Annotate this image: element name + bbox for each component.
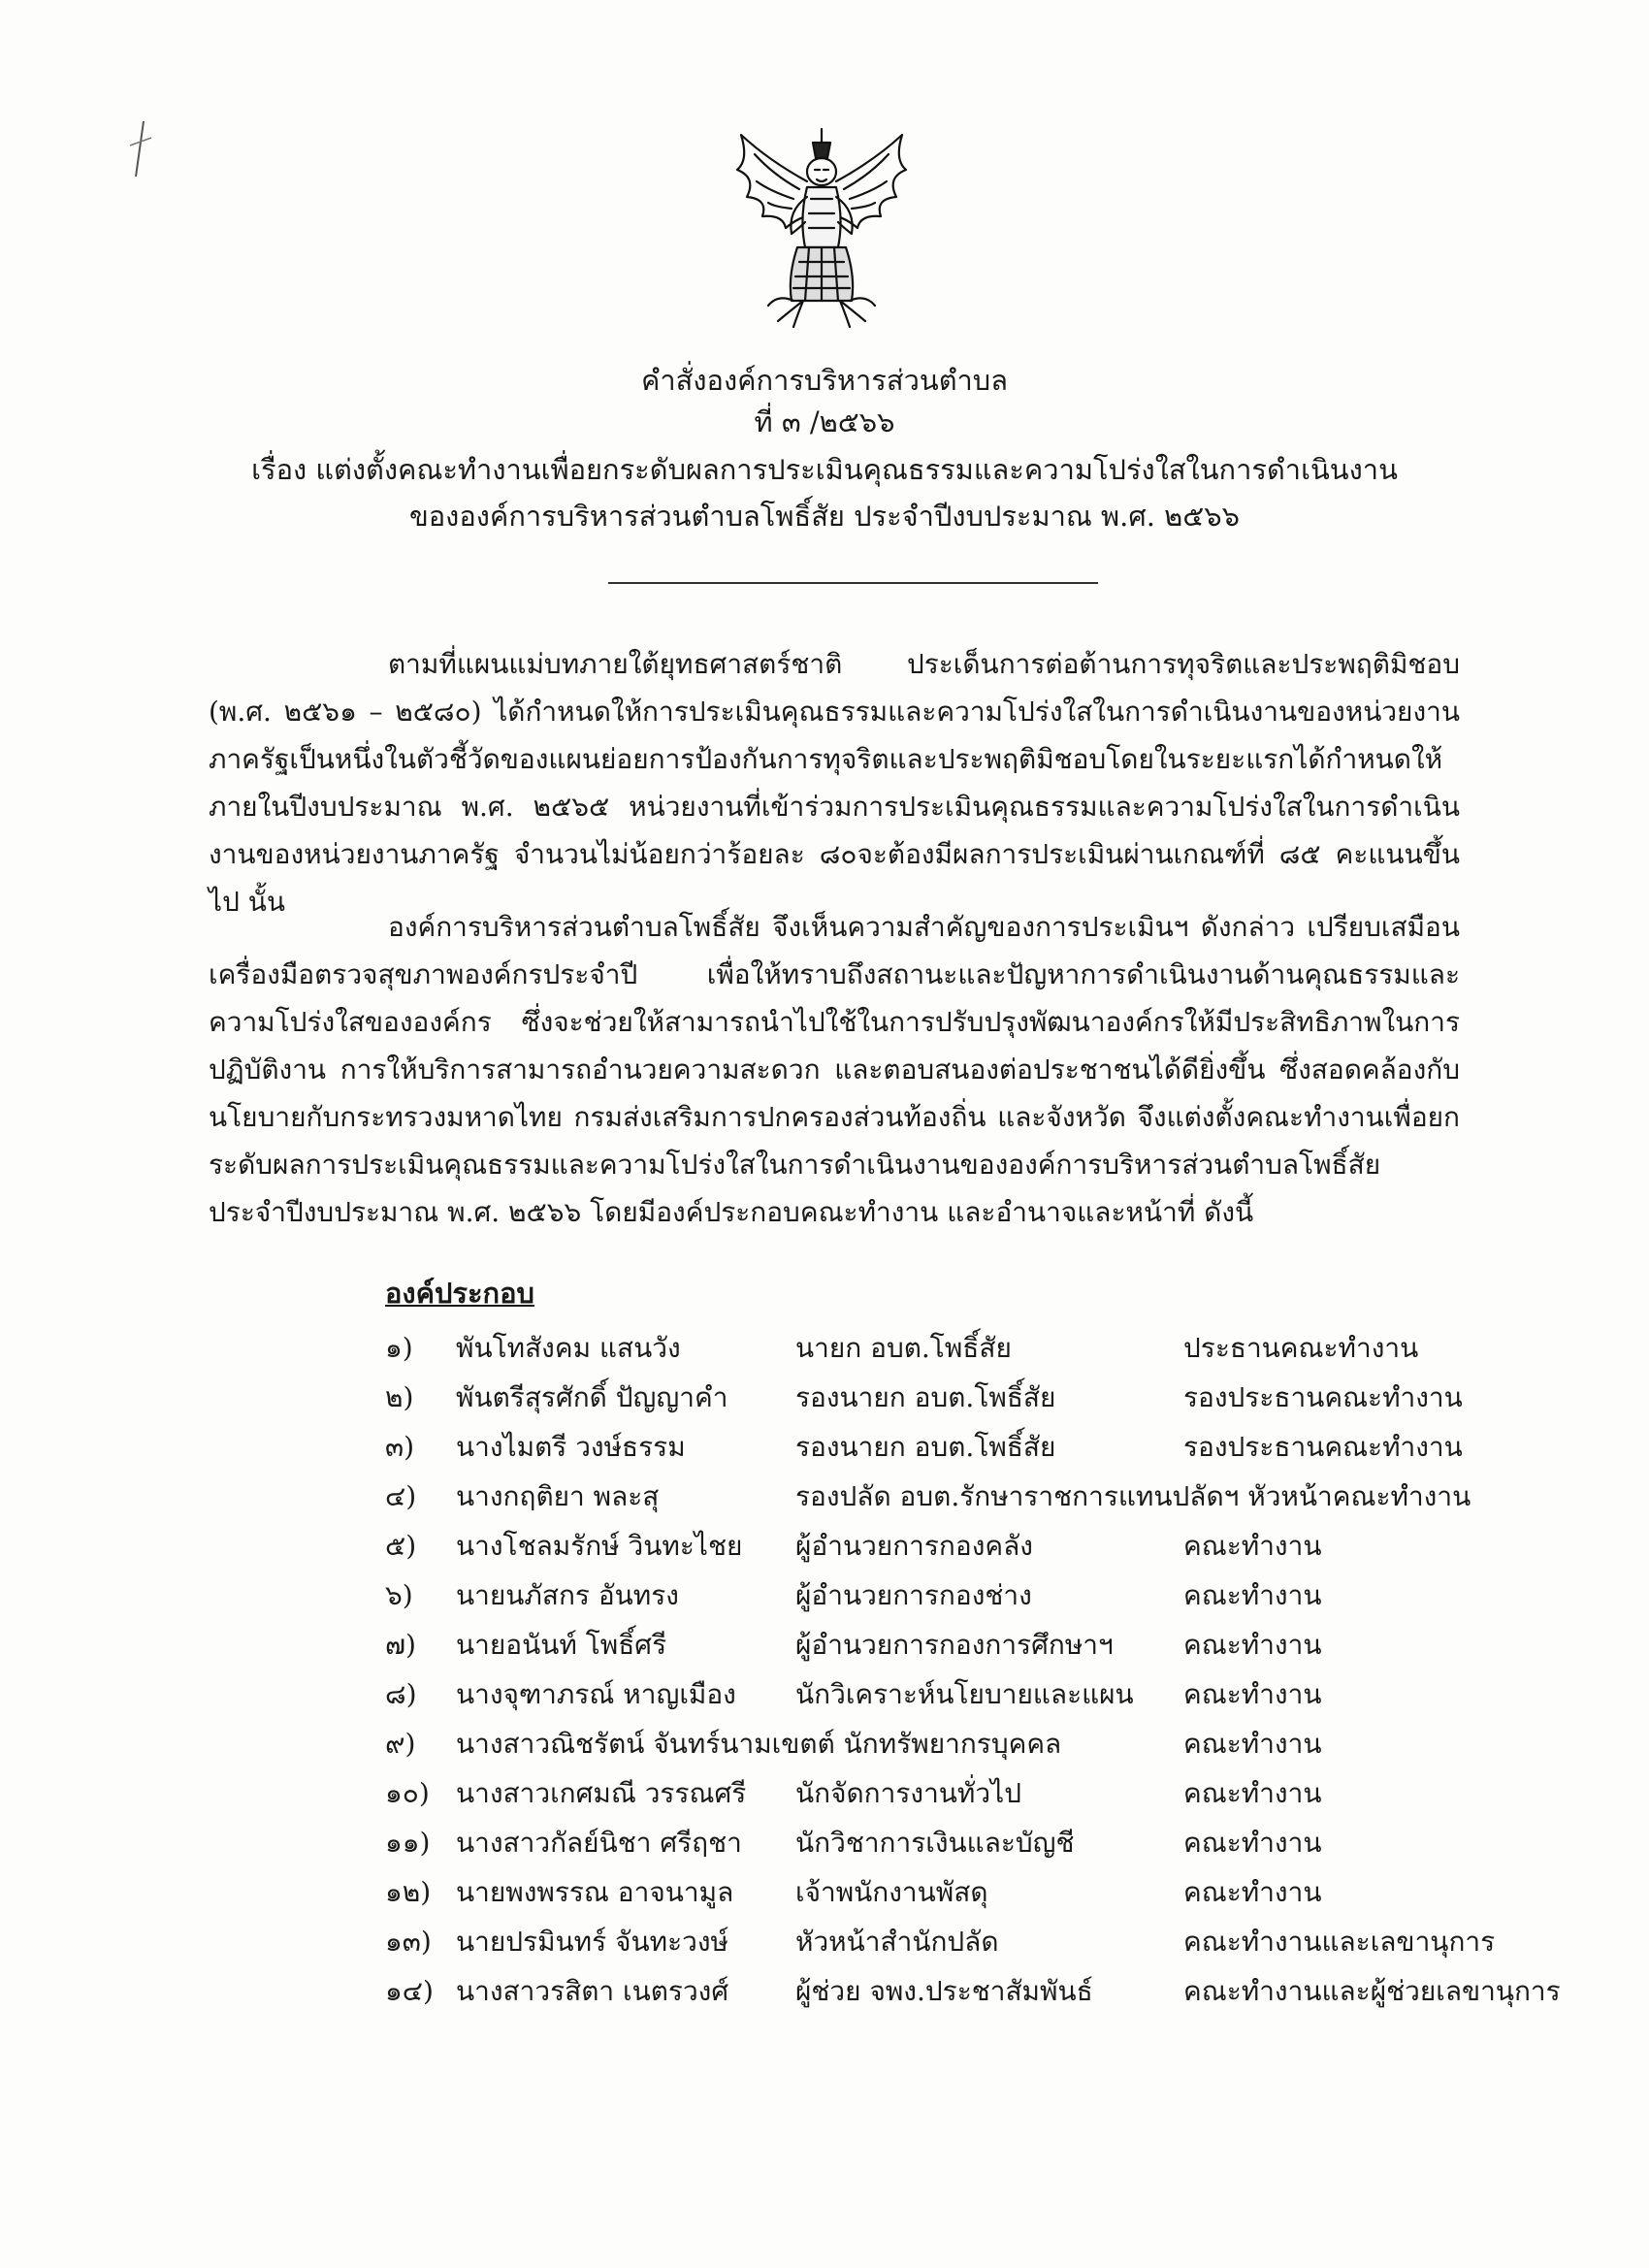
member-row — [0, 1571, 1649, 1620]
composition-heading: องค์ประกอบ — [385, 1277, 534, 1310]
member-role: รองประธานคณะทำงาน — [1183, 1381, 1463, 1413]
member-name: นายนภัสกร อันทรง — [456, 1579, 679, 1611]
member-position: นักจัดการงานทั่วไป — [795, 1777, 1021, 1809]
paragraph-background: ตามที่แผนแม่บทภายใต้ยุทธศาสตร์ชาติ ประเด็นการต่อต้านการทุจริตและประพฤติมิชอบ (พ.ศ. ๒๕๖๑ – ๒๕๘๐) ได้กำหนดให้การประเมินคุณธรรมและความโปร่งใสในการดำเนินงานของหน่วยงานภาครัฐเป็นหนึ่งในตัวชี้วัดของแผนย่อยการป้องกันการทุจริตและประพฤติมิชอบโดยในระยะแรกได้กำหนดให้ภายในปีงบประมาณ พ.ศ. ๒๕๖๕ หน่วยงานที่เข้าร่วมการประเมินคุณธรรมและความโปร่งใสในการดำเนินงานของหน่วยงานภาครัฐ จำนวนไม่น้อยกว่าร้อยละ ๘๐จะต้องมีผลการประเมินผ่านเกณฑ์ที่ ๘๕ คะแนนขึ้นไป นั้น — [209, 648, 1460, 918]
member-position: ผู้อำนวยการกองคลัง — [795, 1530, 1033, 1562]
member-role: คณะทำงาน — [1183, 1728, 1322, 1760]
member-number: ๙) — [385, 1728, 416, 1760]
member-number: ๗) — [385, 1629, 416, 1661]
member-number: ๑๐) — [385, 1777, 430, 1809]
member-name: นางสาวกัลย์นิชา ศรีฤชา — [456, 1827, 742, 1859]
member-row — [0, 1522, 1649, 1571]
member-position: เจ้าพนักงานพัสดุ — [795, 1876, 988, 1908]
member-row — [0, 1819, 1649, 1867]
member-position: หัวหน้าสำนักปลัด — [795, 1926, 999, 1958]
member-position: นักวิชาการเงินและบัญชี — [795, 1827, 1075, 1859]
member-row — [0, 1324, 1649, 1373]
member-position: รองปลัด อบต.รักษาราชการแทนปลัดฯ หัวหน้าคณะทำงาน — [795, 1480, 1471, 1512]
paragraph-purpose: องค์การบริหารส่วนตำบลโพธิ์สัย จึงเห็นความสำคัญของการประเมินฯ ดังกล่าว เปรียบเสมือนเครื่องมือตรวจสุขภาพองค์กรประจำปี เพื่อให้ทราบถึงสถานะและปัญหาการดำเนินงานด้านคุณธรรมและความโปร่งใสขององค์กร ซึ่งจะช่วยให้สามารถนำไปใช้ในการปรับปรุงพัฒนาองค์กรให้มีประสิทธิภาพในการปฏิบัติงาน การให้บริการสามารถอำนวยความสะดวก และตอบสนองต่อประชาชนได้ดียิ่งขึ้น ซึ่งสอดคล้องกับนโยบายกับกระทรวงมหาดไทย กรมส่งเสริมการปกครองส่วนท้องถิ่น และจังหวัด จึงแต่งตั้งคณะทำงานเพื่อยกระดับผลการประเมินคุณธรรมและความโปร่งใสในการดำเนินงานขององค์การบริหารส่วนตำบลโพธิ์สัย ประจำปีงบประมาณ พ.ศ. ๒๕๖๖ โดยมีองค์ประกอบคณะทำงาน และอำนาจและหน้าที่ ดังนี้ — [209, 911, 1460, 1228]
member-number: ๑๑) — [385, 1827, 431, 1859]
garuda-emblem-icon — [729, 121, 914, 330]
member-row — [0, 1918, 1649, 1966]
member-row — [0, 1670, 1649, 1719]
header-divider — [608, 582, 1098, 584]
member-role: คณะทำงาน — [1183, 1629, 1322, 1661]
member-number: ๘) — [385, 1678, 417, 1710]
member-role: คณะทำงาน — [1183, 1530, 1322, 1562]
member-number: ๓) — [385, 1431, 415, 1463]
member-role: คณะทำงาน — [1183, 1678, 1322, 1710]
member-name: นางสาวณิชรัตน์ จันทร์นามเขตต์ นักทรัพยากรบุคคล — [456, 1728, 1062, 1760]
scan-mark-icon — [126, 116, 155, 184]
member-name: พันตรีสุรศักดิ์ ปัญญาคำ — [456, 1381, 728, 1413]
member-name: นางไมตรี วงษ์ธรรม — [456, 1431, 686, 1463]
member-row — [0, 1720, 1649, 1768]
subject-line-1: เรื่อง แต่งตั้งคณะทำงานเพื่อยกระดับผลการประเมินคุณธรรมและความโปร่งใสในการดำเนินงาน — [251, 453, 1398, 486]
member-position: นักวิเคราะห์นโยบายและแผน — [795, 1678, 1134, 1710]
member-role: คณะทำงานและผู้ช่วยเลขานุการ — [1183, 1975, 1561, 2007]
member-number: ๑) — [385, 1332, 413, 1364]
member-number: ๒) — [385, 1381, 414, 1413]
member-position: รองนายก อบต.โพธิ์สัย — [795, 1381, 1056, 1413]
member-name: นายพงพรรณ อาจนามูล — [456, 1876, 734, 1908]
order-number: ที่ ๓ /๒๕๖๖ — [754, 405, 895, 438]
member-row — [0, 1621, 1649, 1669]
document-title: คำสั่งองค์การบริหารส่วนตำบล — [640, 364, 1008, 397]
member-number: ๖) — [385, 1579, 413, 1611]
member-position: นายก อบต.โพธิ์สัย — [795, 1332, 1012, 1364]
member-position: ผู้อำนวยการกองการศึกษาฯ — [795, 1629, 1114, 1661]
member-role: คณะทำงานและเลขานุการ — [1183, 1926, 1496, 1958]
member-position: รองนายก อบต.โพธิ์สัย — [795, 1431, 1056, 1463]
member-name: นางกฤติยา พละสุ — [456, 1480, 660, 1512]
member-row — [0, 1423, 1649, 1472]
member-number: ๔) — [385, 1480, 417, 1512]
subject-line-2: ขององค์การบริหารส่วนตำบลโพธิ์สัย ประจำปีงบประมาณ พ.ศ. ๒๕๖๖ — [408, 500, 1241, 533]
member-role: คณะทำงาน — [1183, 1777, 1322, 1809]
member-name: นายอนันท์ โพธิ์ศรี — [456, 1629, 667, 1661]
member-name: พันโทสังคม แสนวัง — [456, 1332, 681, 1364]
member-role: ประธานคณะทำงาน — [1183, 1332, 1419, 1364]
member-name: นางโชลมรักษ์ วินทะไชย — [456, 1530, 743, 1562]
member-number: ๕) — [385, 1530, 417, 1562]
member-role: คณะทำงาน — [1183, 1876, 1322, 1908]
member-row — [0, 1374, 1649, 1422]
member-role: รองประธานคณะทำงาน — [1183, 1431, 1463, 1463]
member-row — [0, 1769, 1649, 1818]
member-position: ผู้ช่วย จพง.ประชาสัมพันธ์ — [795, 1975, 1093, 2007]
member-name: นางสาวเกศมณี วรรณศรี — [456, 1777, 747, 1809]
member-row — [0, 1868, 1649, 1917]
member-position: ผู้อำนวยการกองช่าง — [795, 1579, 1032, 1611]
member-name: นายปรมินทร์ จันทะวงษ์ — [456, 1926, 728, 1958]
member-name: นางจุฑาภรณ์ หาญเมือง — [456, 1678, 736, 1710]
member-role: คณะทำงาน — [1183, 1827, 1322, 1859]
member-number: ๑๓) — [385, 1926, 432, 1958]
member-number: ๑๒) — [385, 1876, 432, 1908]
member-name: นางสาวรสิตา เนตรวงศ์ — [456, 1975, 729, 2007]
member-number: ๑๔) — [385, 1975, 434, 2007]
member-row — [0, 1967, 1649, 2016]
member-role: คณะทำงาน — [1183, 1579, 1322, 1611]
member-row — [0, 1473, 1649, 1521]
